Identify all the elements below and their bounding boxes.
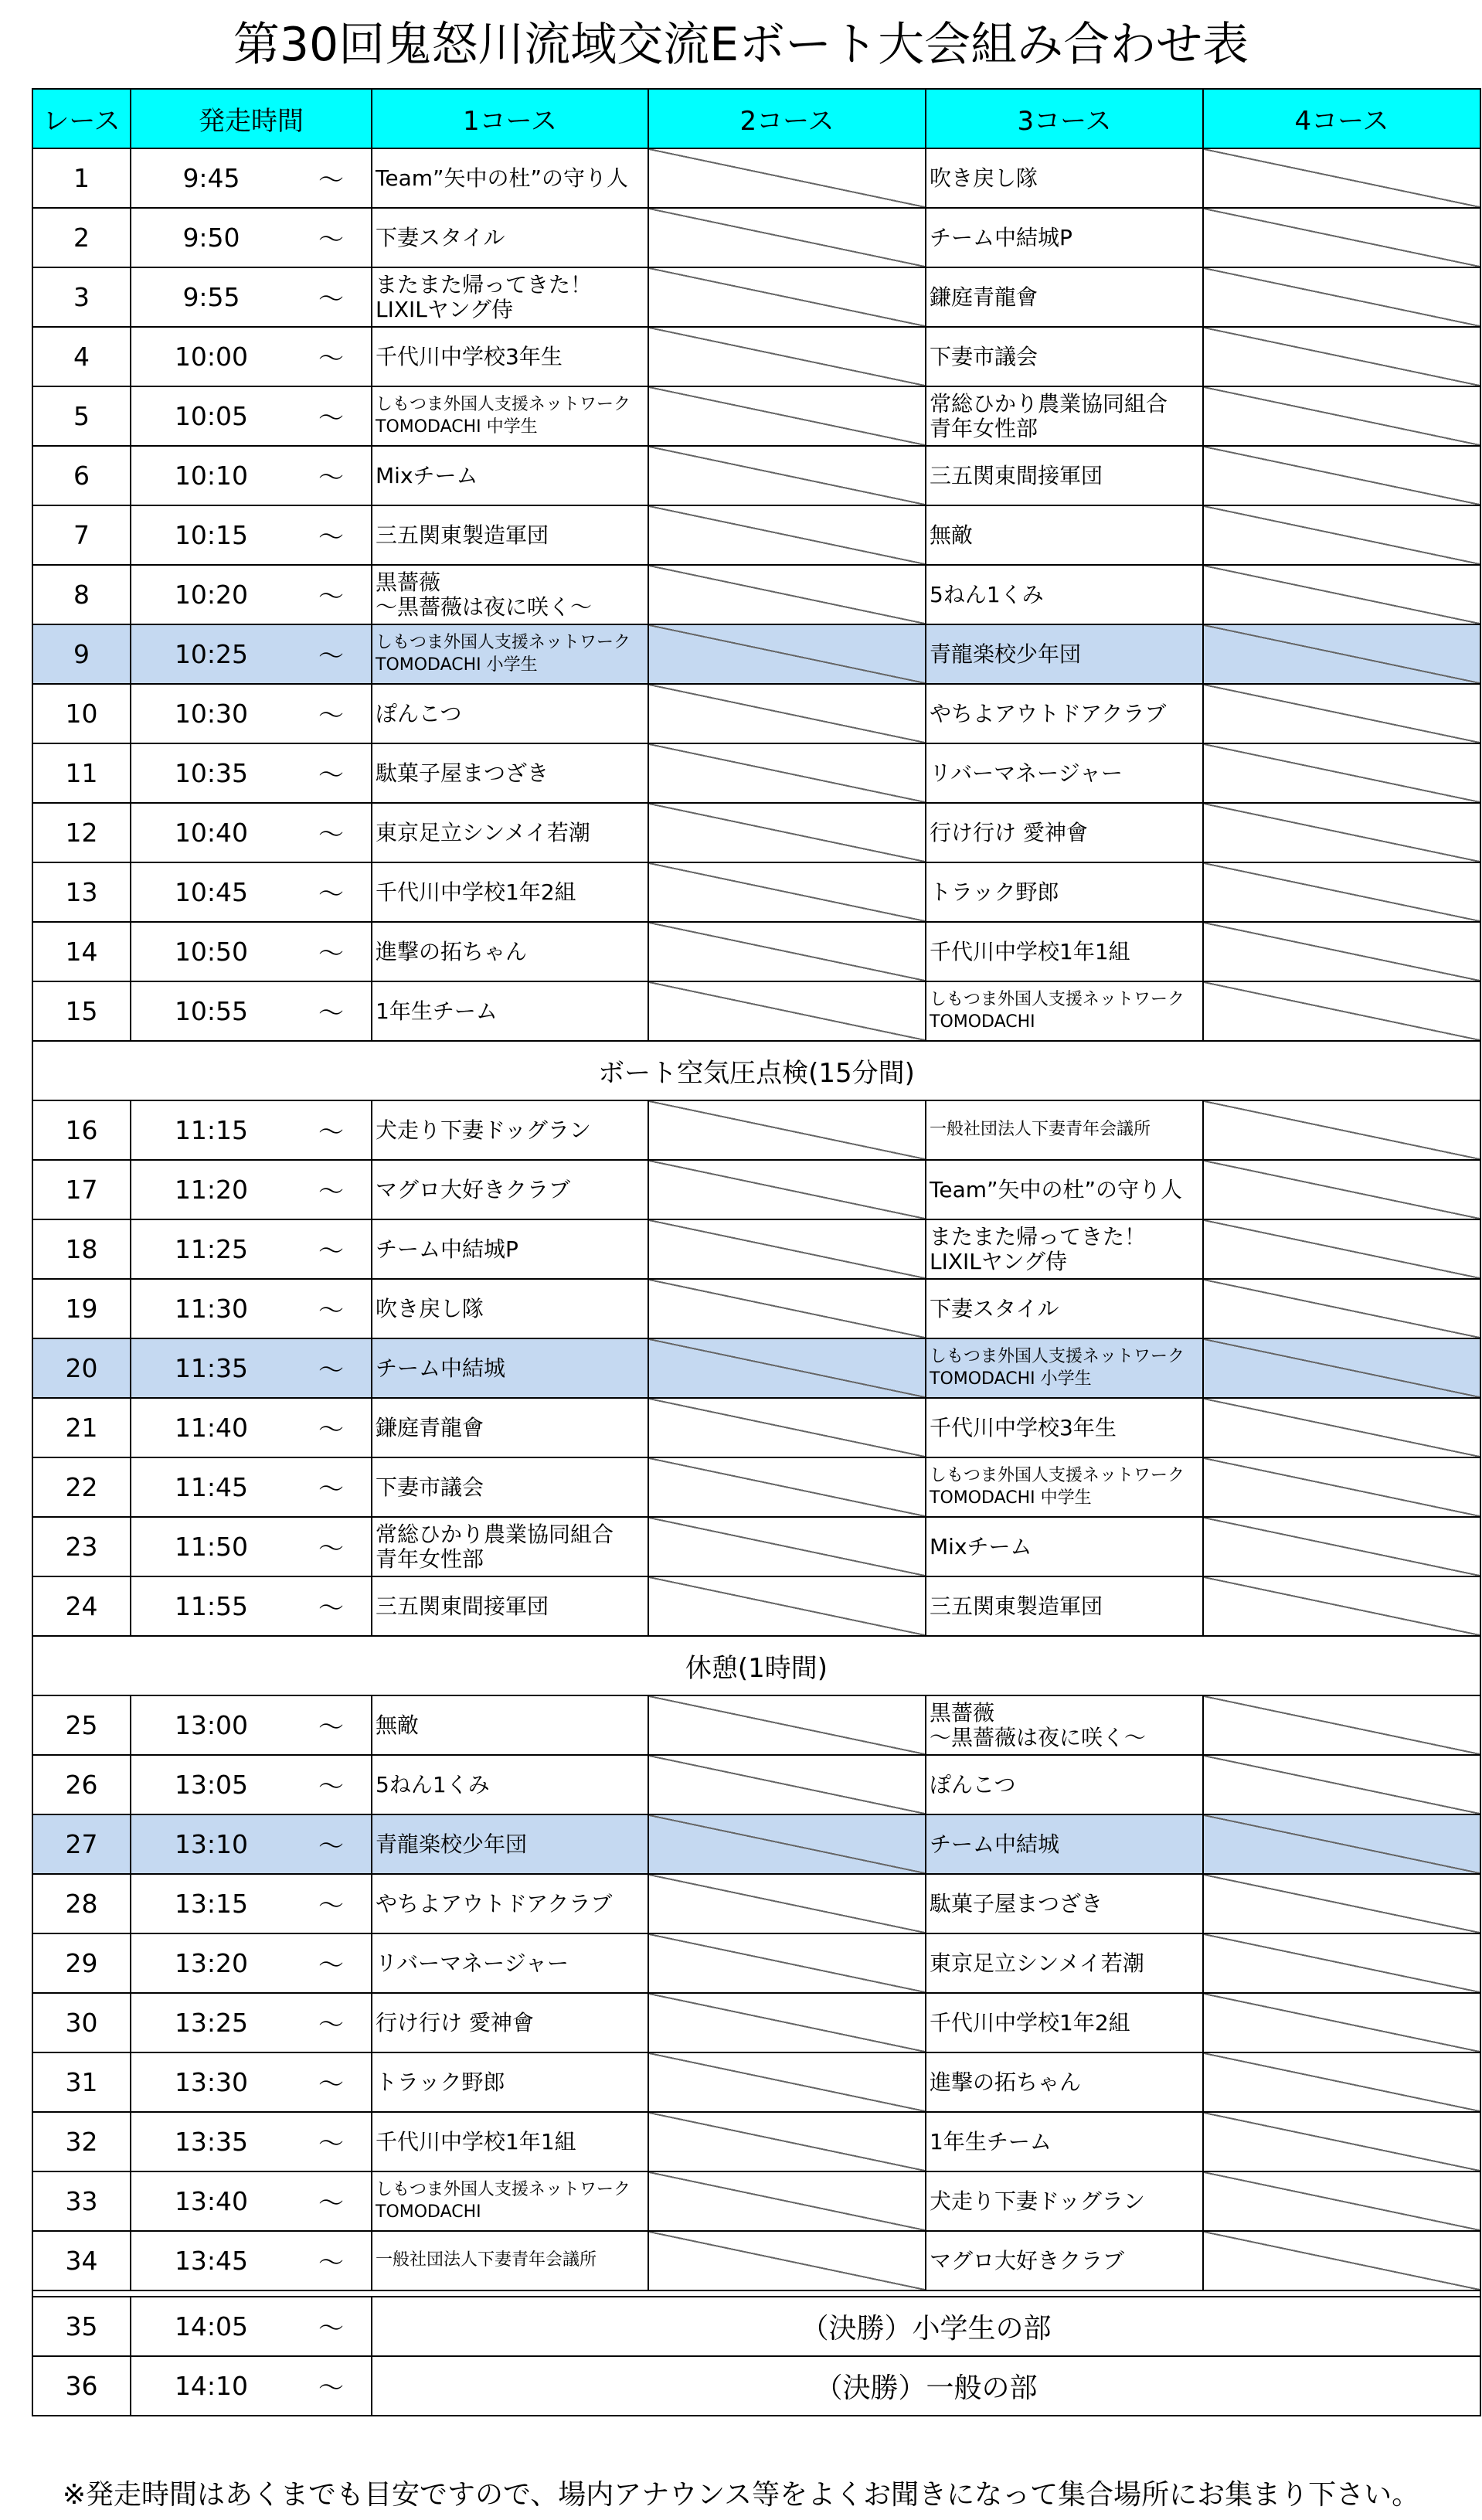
course-4-empty <box>1203 565 1480 624</box>
race-row <box>32 1457 1480 1517</box>
race-row <box>32 1398 1480 1457</box>
start-time: 13:15 <box>131 1874 291 1933</box>
course-2-empty <box>648 624 926 684</box>
course-3-team: 千代川中学校1年2組 <box>926 1993 1203 2052</box>
course-3-team: 下妻スタイル <box>926 1279 1203 1338</box>
race-number: 3 <box>32 267 131 327</box>
course-2-empty <box>648 208 926 267</box>
race-row <box>32 1160 1480 1219</box>
tilde-mark: 〜 <box>291 2052 372 2112</box>
break-label: 休憩(1時間) <box>32 1636 1480 1695</box>
race-number: 28 <box>32 1874 131 1933</box>
course-1-team: やちよアウトドアクラブ <box>372 1874 648 1933</box>
race-number: 16 <box>32 1100 131 1160</box>
start-time: 13:05 <box>131 1755 291 1814</box>
race-number: 34 <box>32 2231 131 2290</box>
race-row <box>32 386 1480 446</box>
course-2-empty <box>648 2052 926 2112</box>
race-row <box>32 1279 1480 1338</box>
course-3-team: 犬走り下妻ドッグラン <box>926 2171 1203 2231</box>
race-row <box>32 2052 1480 2112</box>
race-row <box>32 565 1480 624</box>
race-row <box>32 1814 1480 1874</box>
tilde-mark: 〜 <box>291 1814 372 1874</box>
start-time: 13:40 <box>131 2171 291 2231</box>
course-4-empty <box>1203 1814 1480 1874</box>
course-4-empty <box>1203 1398 1480 1457</box>
header-course-4: 4コース <box>1203 89 1480 148</box>
race-number: 25 <box>32 1695 131 1755</box>
start-time: 11:30 <box>131 1279 291 1338</box>
course-1-team: しもつま外国人支援ネットワーク TOMODACHI 小学生 <box>372 624 648 684</box>
start-time: 10:55 <box>131 981 291 1041</box>
start-time: 13:25 <box>131 1993 291 2052</box>
course-3-team: 黒薔薇 〜黒薔薇は夜に咲く〜 <box>926 1695 1203 1755</box>
course-1-team: 黒薔薇 〜黒薔薇は夜に咲く〜 <box>372 565 648 624</box>
tilde-mark: 〜 <box>291 1338 372 1398</box>
course-4-empty <box>1203 1219 1480 1279</box>
course-2-empty <box>648 1517 926 1576</box>
course-2-empty <box>648 1100 926 1160</box>
course-3-team: 無敵 <box>926 505 1203 565</box>
tilde-mark: 〜 <box>291 1279 372 1338</box>
course-4-empty <box>1203 2171 1480 2231</box>
race-number: 5 <box>32 386 131 446</box>
tilde-mark: 〜 <box>291 2112 372 2171</box>
course-1-team: ぽんこつ <box>372 684 648 743</box>
tilde-mark: 〜 <box>291 1933 372 1993</box>
course-4-empty <box>1203 1993 1480 2052</box>
schedule-body <box>32 148 1480 2416</box>
course-4-empty <box>1203 386 1480 446</box>
race-number: 4 <box>32 327 131 386</box>
race-row <box>32 267 1480 327</box>
course-3-team: マグロ大好きクラブ <box>926 2231 1203 2290</box>
course-4-empty <box>1203 1933 1480 1993</box>
course-1-team: Team”矢中の杜”の守り人 <box>372 148 648 208</box>
course-1-team: 千代川中学校1年1組 <box>372 2112 648 2171</box>
start-time: 9:55 <box>131 267 291 327</box>
race-number: 23 <box>32 1517 131 1576</box>
header-row <box>32 89 1480 148</box>
course-2-empty <box>648 148 926 208</box>
start-time: 13:45 <box>131 2231 291 2290</box>
race-number: 26 <box>32 1755 131 1814</box>
race-row <box>32 803 1480 862</box>
course-1-team: 5ねん1くみ <box>372 1755 648 1814</box>
start-time: 11:50 <box>131 1517 291 1576</box>
course-4-empty <box>1203 1576 1480 1636</box>
race-number: 1 <box>32 148 131 208</box>
course-3-team: 行け行け 愛神會 <box>926 803 1203 862</box>
race-number: 9 <box>32 624 131 684</box>
course-1-team: 1年生チーム <box>372 981 648 1041</box>
tilde-mark: 〜 <box>291 1695 372 1755</box>
race-number: 22 <box>32 1457 131 1517</box>
tilde-mark: 〜 <box>291 1755 372 1814</box>
race-number: 31 <box>32 2052 131 2112</box>
course-3-team: 千代川中学校1年1組 <box>926 922 1203 981</box>
course-1-team: 行け行け 愛神會 <box>372 1993 648 2052</box>
course-3-team: 駄菓子屋まつざき <box>926 1874 1203 1933</box>
race-number: 2 <box>32 208 131 267</box>
tilde-mark: 〜 <box>291 1100 372 1160</box>
course-2-empty <box>648 1755 926 1814</box>
course-2-empty <box>648 1457 926 1517</box>
break-label: ボート空気圧点検(15分間) <box>32 1041 1480 1100</box>
course-3-team: やちよアウトドアクラブ <box>926 684 1203 743</box>
tilde-mark: 〜 <box>291 386 372 446</box>
tilde-mark: 〜 <box>291 1993 372 2052</box>
course-4-empty <box>1203 1279 1480 1338</box>
start-time: 10:30 <box>131 684 291 743</box>
final-label: （決勝）一般の部 <box>372 2356 1480 2416</box>
course-1-team: 千代川中学校3年生 <box>372 327 648 386</box>
course-4-empty <box>1203 327 1480 386</box>
course-2-empty <box>648 1933 926 1993</box>
tilde-mark: 〜 <box>291 446 372 505</box>
course-4-empty <box>1203 1160 1480 1219</box>
race-row <box>32 1874 1480 1933</box>
start-time: 13:35 <box>131 2112 291 2171</box>
course-3-team: Mixチーム <box>926 1517 1203 1576</box>
course-3-team: 一般社団法人下妻青年会議所 <box>926 1100 1203 1160</box>
course-4-empty <box>1203 2052 1480 2112</box>
race-number: 12 <box>32 803 131 862</box>
course-2-empty <box>648 386 926 446</box>
start-time: 11:40 <box>131 1398 291 1457</box>
course-4-empty <box>1203 208 1480 267</box>
race-row <box>32 1219 1480 1279</box>
course-2-empty <box>648 743 926 803</box>
course-1-team: 下妻スタイル <box>372 208 648 267</box>
course-1-team: またまた帰ってきた！ LIXILヤング侍 <box>372 267 648 327</box>
course-4-empty <box>1203 267 1480 327</box>
course-3-team: 進撃の拓ちゃん <box>926 2052 1203 2112</box>
course-1-team: Mixチーム <box>372 446 648 505</box>
course-2-empty <box>648 1160 926 1219</box>
race-row <box>32 624 1480 684</box>
course-4-empty <box>1203 1695 1480 1755</box>
course-3-team: 三五関東間接軍団 <box>926 446 1203 505</box>
page-title: 第30回鬼怒川流域交流Eボート大会組み合わせ表 <box>233 18 1249 72</box>
tilde-mark: 〜 <box>291 327 372 386</box>
course-3-team: チーム中結城 <box>926 1814 1203 1874</box>
course-4-empty <box>1203 2112 1480 2171</box>
start-time: 10:00 <box>131 327 291 386</box>
course-3-team: ぽんこつ <box>926 1755 1203 1814</box>
start-time: 14:05 <box>131 2297 291 2356</box>
course-2-empty <box>648 1398 926 1457</box>
race-number: 11 <box>32 743 131 803</box>
race-number: 8 <box>32 565 131 624</box>
race-number: 19 <box>32 1279 131 1338</box>
race-row <box>32 684 1480 743</box>
course-2-empty <box>648 2171 926 2231</box>
race-row <box>32 1338 1480 1398</box>
course-1-team: チーム中結城 <box>372 1338 648 1398</box>
start-time: 10:15 <box>131 505 291 565</box>
course-3-team: 5ねん1くみ <box>926 565 1203 624</box>
course-2-empty <box>648 1219 926 1279</box>
course-3-team: またまた帰ってきた！ LIXILヤング侍 <box>926 1219 1203 1279</box>
tilde-mark: 〜 <box>291 2171 372 2231</box>
course-2-empty <box>648 2231 926 2290</box>
race-number: 24 <box>32 1576 131 1636</box>
tilde-mark: 〜 <box>291 267 372 327</box>
race-schedule-table <box>32 88 1481 2416</box>
start-time: 13:00 <box>131 1695 291 1755</box>
course-4-empty <box>1203 922 1480 981</box>
course-4-empty <box>1203 446 1480 505</box>
header-course-1: 1コース <box>372 89 648 148</box>
start-time: 10:05 <box>131 386 291 446</box>
race-number: 17 <box>32 1160 131 1219</box>
course-2-empty <box>648 267 926 327</box>
course-2-empty <box>648 1279 926 1338</box>
start-time: 11:15 <box>131 1100 291 1160</box>
race-row <box>32 2231 1480 2290</box>
course-4-empty <box>1203 981 1480 1041</box>
start-time: 9:50 <box>131 208 291 267</box>
tilde-mark: 〜 <box>291 684 372 743</box>
tilde-mark: 〜 <box>291 624 372 684</box>
course-1-team: しもつま外国人支援ネットワーク TOMODACHI <box>372 2171 648 2231</box>
course-1-team: 進撃の拓ちゃん <box>372 922 648 981</box>
course-4-empty <box>1203 862 1480 922</box>
tilde-mark: 〜 <box>291 1457 372 1517</box>
course-3-team: しもつま外国人支援ネットワーク TOMODACHI <box>926 981 1203 1041</box>
course-4-empty <box>1203 684 1480 743</box>
course-2-empty <box>648 862 926 922</box>
race-row <box>32 1993 1480 2052</box>
course-2-empty <box>648 2112 926 2171</box>
course-3-team: 鎌庭青龍會 <box>926 267 1203 327</box>
race-row <box>32 1576 1480 1636</box>
start-time: 13:10 <box>131 1814 291 1874</box>
race-row <box>32 1933 1480 1993</box>
course-2-empty <box>648 446 926 505</box>
course-4-empty <box>1203 1874 1480 1933</box>
header-course-3: 3コース <box>926 89 1203 148</box>
tilde-mark: 〜 <box>291 922 372 981</box>
course-3-team: 千代川中学校3年生 <box>926 1398 1203 1457</box>
race-row <box>32 208 1480 267</box>
course-1-team: しもつま外国人支援ネットワーク TOMODACHI 中学生 <box>372 386 648 446</box>
course-3-team: 三五関東製造軍団 <box>926 1576 1203 1636</box>
race-number: 7 <box>32 505 131 565</box>
course-3-team: トラック野郎 <box>926 862 1203 922</box>
tilde-mark: 〜 <box>291 862 372 922</box>
course-1-team: 駄菓子屋まつざき <box>372 743 648 803</box>
course-3-team: しもつま外国人支援ネットワーク TOMODACHI 中学生 <box>926 1457 1203 1517</box>
race-number: 20 <box>32 1338 131 1398</box>
course-2-empty <box>648 327 926 386</box>
race-row <box>32 862 1480 922</box>
course-3-team: 東京足立シンメイ若潮 <box>926 1933 1203 1993</box>
course-1-team: 三五関東製造軍団 <box>372 505 648 565</box>
spacer-cell <box>32 2290 1480 2297</box>
start-time: 13:20 <box>131 1933 291 1993</box>
race-row <box>32 148 1480 208</box>
start-time: 11:55 <box>131 1576 291 1636</box>
race-number: 10 <box>32 684 131 743</box>
course-2-empty <box>648 803 926 862</box>
header-race: レース <box>32 89 131 148</box>
course-2-empty <box>648 505 926 565</box>
course-1-team: 無敵 <box>372 1695 648 1755</box>
course-1-team: 下妻市議会 <box>372 1457 648 1517</box>
course-1-team: 東京足立シンメイ若潮 <box>372 803 648 862</box>
course-2-empty <box>648 1695 926 1755</box>
race-row <box>32 1695 1480 1755</box>
course-1-team: チーム中結城P <box>372 1219 648 1279</box>
start-time: 10:40 <box>131 803 291 862</box>
course-2-empty <box>648 1814 926 1874</box>
race-row <box>32 1755 1480 1814</box>
course-2-empty <box>648 565 926 624</box>
race-number: 14 <box>32 922 131 981</box>
course-4-empty <box>1203 803 1480 862</box>
tilde-mark: 〜 <box>291 1576 372 1636</box>
course-2-empty <box>648 1576 926 1636</box>
course-4-empty <box>1203 1100 1480 1160</box>
start-time: 10:45 <box>131 862 291 922</box>
race-number: 15 <box>32 981 131 1041</box>
course-3-team: しもつま外国人支援ネットワーク TOMODACHI 小学生 <box>926 1338 1203 1398</box>
course-3-team: 下妻市議会 <box>926 327 1203 386</box>
race-row <box>32 743 1480 803</box>
tilde-mark: 〜 <box>291 2231 372 2290</box>
course-1-team: リバーマネージャー <box>372 1933 648 1993</box>
course-4-empty <box>1203 1457 1480 1517</box>
race-row <box>32 981 1480 1041</box>
tilde-mark: 〜 <box>291 1219 372 1279</box>
final-row <box>32 2356 1480 2416</box>
course-1-team: 青龍楽校少年団 <box>372 1814 648 1874</box>
course-1-team: 犬走り下妻ドッグラン <box>372 1100 648 1160</box>
start-time: 11:20 <box>131 1160 291 1219</box>
start-time: 9:45 <box>131 148 291 208</box>
course-2-empty <box>648 922 926 981</box>
course-4-empty <box>1203 148 1480 208</box>
spacer-row <box>32 2290 1480 2297</box>
race-number: 6 <box>32 446 131 505</box>
course-3-team: 1年生チーム <box>926 2112 1203 2171</box>
course-3-team: 吹き戻し隊 <box>926 148 1203 208</box>
course-3-team: Team”矢中の杜”の守り人 <box>926 1160 1203 1219</box>
race-row <box>32 505 1480 565</box>
course-3-team: チーム中結城P <box>926 208 1203 267</box>
start-time: 10:50 <box>131 922 291 981</box>
race-number: 30 <box>32 1993 131 2052</box>
course-1-team: 常総ひかり農業協同組合 青年女性部 <box>372 1517 648 1576</box>
header-course-2: 2コース <box>648 89 926 148</box>
course-4-empty <box>1203 624 1480 684</box>
break-row <box>32 1041 1480 1100</box>
course-3-team: リバーマネージャー <box>926 743 1203 803</box>
final-row <box>32 2297 1480 2356</box>
course-4-empty <box>1203 1755 1480 1814</box>
tilde-mark: 〜 <box>291 1160 372 1219</box>
course-4-empty <box>1203 1517 1480 1576</box>
tilde-mark: 〜 <box>291 505 372 565</box>
race-row <box>32 2171 1480 2231</box>
race-number: 32 <box>32 2112 131 2171</box>
course-4-empty <box>1203 505 1480 565</box>
race-number: 36 <box>32 2356 131 2416</box>
start-time: 10:25 <box>131 624 291 684</box>
race-row <box>32 922 1480 981</box>
course-2-empty <box>648 981 926 1041</box>
race-number: 29 <box>32 1933 131 1993</box>
tilde-mark: 〜 <box>291 981 372 1041</box>
start-time: 11:45 <box>131 1457 291 1517</box>
tilde-mark: 〜 <box>291 803 372 862</box>
course-4-empty <box>1203 743 1480 803</box>
race-number: 27 <box>32 1814 131 1874</box>
course-4-empty <box>1203 2231 1480 2290</box>
race-number: 21 <box>32 1398 131 1457</box>
footnote: ※発走時間はあくまでも目安ですので、場内アナウンス等をよくお聞きになって集合場所にお集まり下さい。 <box>62 2479 1420 2511</box>
start-time: 14:10 <box>131 2356 291 2416</box>
race-row <box>32 1100 1480 1160</box>
tilde-mark: 〜 <box>291 208 372 267</box>
race-row <box>32 2112 1480 2171</box>
course-2-empty <box>648 1993 926 2052</box>
course-1-team: マグロ大好きクラブ <box>372 1160 648 1219</box>
tilde-mark: 〜 <box>291 1874 372 1933</box>
tilde-mark: 〜 <box>291 148 372 208</box>
start-time: 11:35 <box>131 1338 291 1398</box>
race-row <box>32 327 1480 386</box>
tilde-mark: 〜 <box>291 2297 372 2356</box>
start-time: 10:10 <box>131 446 291 505</box>
course-2-empty <box>648 684 926 743</box>
start-time: 10:20 <box>131 565 291 624</box>
course-1-team: 千代川中学校1年2組 <box>372 862 648 922</box>
start-time: 11:25 <box>131 1219 291 1279</box>
race-row <box>32 446 1480 505</box>
tilde-mark: 〜 <box>291 743 372 803</box>
course-2-empty <box>648 1338 926 1398</box>
course-2-empty <box>648 1874 926 1933</box>
race-number: 13 <box>32 862 131 922</box>
final-label: （決勝）小学生の部 <box>372 2297 1480 2356</box>
course-3-team: 青龍楽校少年団 <box>926 624 1203 684</box>
tilde-mark: 〜 <box>291 1398 372 1457</box>
break-row <box>32 1636 1480 1695</box>
header-start-time: 発走時間 <box>131 89 372 148</box>
tilde-mark: 〜 <box>291 1517 372 1576</box>
course-1-team: 吹き戻し隊 <box>372 1279 648 1338</box>
race-number: 33 <box>32 2171 131 2231</box>
course-1-team: 一般社団法人下妻青年会議所 <box>372 2231 648 2290</box>
course-1-team: 鎌庭青龍會 <box>372 1398 648 1457</box>
tilde-mark: 〜 <box>291 2356 372 2416</box>
course-1-team: 三五関東間接軍団 <box>372 1576 648 1636</box>
start-time: 13:30 <box>131 2052 291 2112</box>
race-number: 18 <box>32 1219 131 1279</box>
course-3-team: 常総ひかり農業協同組合 青年女性部 <box>926 386 1203 446</box>
course-1-team: トラック野郎 <box>372 2052 648 2112</box>
race-row <box>32 1517 1480 1576</box>
start-time: 10:35 <box>131 743 291 803</box>
tilde-mark: 〜 <box>291 565 372 624</box>
race-number: 35 <box>32 2297 131 2356</box>
course-4-empty <box>1203 1338 1480 1398</box>
